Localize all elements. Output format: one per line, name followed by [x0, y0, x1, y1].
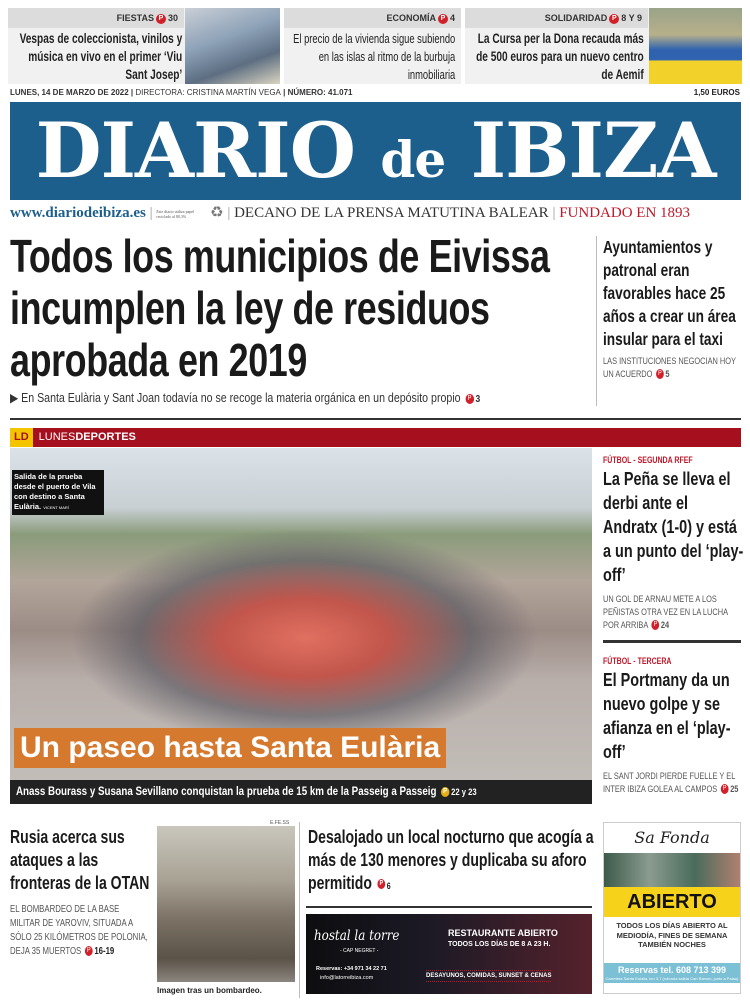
lead-subhead — [10, 390, 480, 405]
teaser-category — [465, 8, 648, 28]
ad-address: Carretera Santa Eulalia, km 3,7 (rotonda salida Can Ramon, junto a Palau) — [605, 976, 739, 981]
side-sub-text: EL SANT JORDI PIERDE FUELLE Y EL INTER IBIZA GOLEA AL CAMPOS — [603, 771, 736, 795]
bombing-photo[interactable] — [157, 826, 295, 982]
ad-place: - CAP NEGRET - — [340, 948, 379, 954]
masthead-word: de — [380, 130, 446, 189]
side-column-divider — [596, 236, 597, 406]
price: 1,50 EUROS — [693, 88, 740, 97]
ld-badge: LD — [10, 428, 33, 447]
triangle-icon: ▶ — [10, 391, 22, 405]
ad-text: TODOS LOS DÍAS ABIERTO AL MEDIODÍA, FINES DE SEMANA TAMBIÉN NOCHES — [616, 921, 728, 949]
story-russia[interactable] — [10, 826, 150, 959]
russia-photo-caption: Imagen tras un bombardeo. — [157, 986, 262, 995]
subhead-text: En Santa Eulària y Sant Joan todavía no se recoge la materia orgánica en un depósito propio — [21, 391, 461, 405]
teaser-economia[interactable] — [284, 8, 461, 84]
category-label: SOLIDARIDAD — [544, 13, 608, 23]
side-sub-text: LAS INSTITUCIONES NEGOCIAN HOY UN ACUERDO — [603, 356, 736, 380]
side-story-pena[interactable] — [603, 455, 743, 632]
issue-number: NÚMERO: 41.071 — [287, 88, 353, 97]
page-number: 3 — [475, 394, 481, 405]
ad-phone: Reservas tel. 608 713 399 — [617, 965, 727, 975]
page-icon: P — [441, 787, 450, 797]
page-icon: P — [656, 369, 664, 379]
teaser-category — [8, 8, 184, 28]
teaser-solidaridad[interactable] — [465, 8, 742, 84]
ad-email: info@latorreibiza.com — [320, 975, 374, 981]
divider — [10, 418, 741, 420]
ad-brand: Sa Fonda — [634, 828, 710, 847]
side-headline: La Peña se lleva el derbi ante el Andratx (1-0) y está a un punto del ‘play-off’ — [603, 468, 744, 585]
category-label: FÚTBOL - SEGUNDA RFEF — [603, 455, 693, 465]
photo-credit: VICENT MARÍ — [43, 505, 69, 510]
page-number: 24 — [660, 620, 670, 631]
page-number: 25 — [730, 784, 739, 795]
ad-open: ABIERTO — [604, 887, 740, 917]
side-story-portmany[interactable] — [603, 656, 743, 796]
page-number: 30 — [167, 13, 178, 23]
category-label: FÚTBOL - TERCERA — [603, 656, 672, 666]
side-story-taxi[interactable] — [603, 236, 743, 381]
teaser-category — [284, 8, 461, 28]
vespas-photo — [185, 8, 280, 84]
website-link[interactable]: www.diariodeibiza.es — [10, 205, 146, 221]
section-label: DEPORTES — [75, 431, 136, 443]
masthead-logo[interactable] — [10, 102, 741, 200]
recycle-icon: ♻ — [210, 205, 224, 221]
local-headline: Desalojado un local nocturno que acogía a más de 130 menores y duplicaba su aforo permitido — [308, 827, 594, 893]
ad-line: TODOS LOS DÍAS DE 8 A 23 H. — [448, 941, 551, 948]
category-label: FIESTAS — [116, 13, 154, 23]
sports-caption: Anass Bourass y Susana Sevillano conquistan la prueba de 15 km de la Passeig a Passeig — [15, 786, 437, 798]
side-sub — [603, 593, 743, 632]
ad-sa-fonda[interactable] — [603, 822, 741, 994]
founded: FUNDADO EN 1893 — [559, 205, 691, 221]
page-icon: P — [438, 14, 448, 24]
director: DIRECTORA: CRISTINA MARTÍN VEGA — [135, 88, 281, 97]
page-icon: P — [721, 784, 729, 794]
page-number: 4 — [449, 13, 455, 23]
ad-photo — [604, 853, 740, 887]
page-icon: P — [156, 14, 166, 24]
date: LUNES, 14 DE MARZO DE 2022 — [10, 88, 129, 97]
story-local[interactable] — [308, 826, 598, 898]
lead-headline[interactable]: Todos los municipios de Eivissa incumplen la ley de residuos aprobada en 2019 — [10, 230, 550, 386]
ad-contact: Reservas: +34 971 34 22 71 — [316, 966, 387, 972]
section-label: LUNES — [38, 431, 76, 443]
ad-brand: hostal la torre — [314, 928, 400, 944]
page-icon: P — [377, 879, 385, 889]
recycle-note: Este diario utiliza papel reciclado al 80,3% — [156, 208, 195, 219]
column-divider — [299, 822, 300, 998]
russia-headline: Rusia acerca sus ataques a las fronteras de la OTAN — [10, 827, 150, 893]
page-number: 6 — [386, 881, 391, 891]
photo-caption: Salida de la prueba desde el puerto de Vila con destino a Santa Eulària. — [14, 472, 96, 511]
teaser-text: La Cursa per la Dona recauda más de 500 euros para un nuevo centro de Aemif — [476, 31, 644, 82]
photo-caption-box — [12, 470, 104, 515]
page-number: 22 y 23 — [451, 787, 477, 797]
page-icon: P — [609, 14, 619, 24]
ad-services: DESAYUNOS, COMIDAS, SUNSET & CENAS — [426, 970, 551, 982]
teaser-text: Vespas de coleccionista, vinilos y música en vivo en el primer ‘Viu Sant Josep’ — [19, 31, 183, 82]
side-sub — [603, 770, 743, 796]
page-number: 8 Y 9 — [621, 13, 642, 23]
divider — [306, 906, 592, 908]
masthead-subline: www.diariodeibiza.es | Este diario utiliza papel reciclado al 80,3% ♻ | DECANO DE LA PRENSA MATUTINA BALEAR | FUNDADO EN 1893 — [10, 205, 691, 221]
side-sub — [603, 355, 743, 381]
page-number: 16-19 — [94, 946, 115, 957]
page-icon: P — [85, 946, 93, 956]
teaser-fiestas[interactable] — [8, 8, 280, 84]
section-bar-deportes — [10, 428, 741, 447]
ad-contact-box — [604, 963, 740, 983]
tagline: DECANO DE LA PRENSA MATUTINA BALEAR — [234, 205, 549, 221]
sports-title: Un paseo hasta Santa Eulària — [14, 728, 446, 768]
ad-hostal-la-torre[interactable] — [306, 914, 592, 994]
page-number: 5 — [665, 369, 670, 380]
runners — [70, 528, 540, 728]
side-sub-text: UN GOL DE ARNAU METE A LOS PEÑISTAS OTRA VEZ EN LA LUCHA POR ARRIBA — [603, 594, 728, 631]
ukraine-flag-photo — [649, 8, 742, 84]
ad-line: RESTAURANTE ABIERTO — [448, 928, 558, 938]
masthead-word: IBIZA — [470, 106, 716, 195]
russia-sub-text: EL BOMBARDEO DE LA BASE MILITAR DE YAROVIV, SITUADA A SÓLO 25 KILÓMETROS DE POLONIA, DEJA 35 MUERTOS — [10, 904, 148, 957]
russia-sub — [10, 903, 150, 959]
side-headline: El Portmany da un nuevo golpe y se afianza en el ‘play-off’ — [603, 669, 731, 762]
category-label: ECONOMÍA — [386, 13, 436, 23]
local-headline-wrap — [308, 826, 598, 898]
sports-caption-bar — [10, 780, 592, 804]
masthead-word: DIARIO — [35, 106, 355, 195]
side-headline: Ayuntamientos y patronal eran favorables hace 25 años a crear un área insular para el taxi — [603, 237, 736, 349]
sports-caption-line — [10, 780, 592, 804]
page-icon: P — [652, 620, 660, 630]
race-photo[interactable] — [10, 448, 592, 780]
russia-photo-credit: E.FE.SS — [270, 820, 290, 826]
teaser-text: El precio de la vivienda sigue subiendo en las islas al ritmo de la burbuja inmobiliaria — [293, 32, 456, 82]
divider — [603, 640, 741, 643]
page-icon: P — [465, 394, 474, 404]
dateline: LUNES, 14 DE MARZO DE 2022 | DIRECTORA: CRISTINA MARTÍN VEGA | NÚMERO: 41.071 — [10, 88, 353, 97]
